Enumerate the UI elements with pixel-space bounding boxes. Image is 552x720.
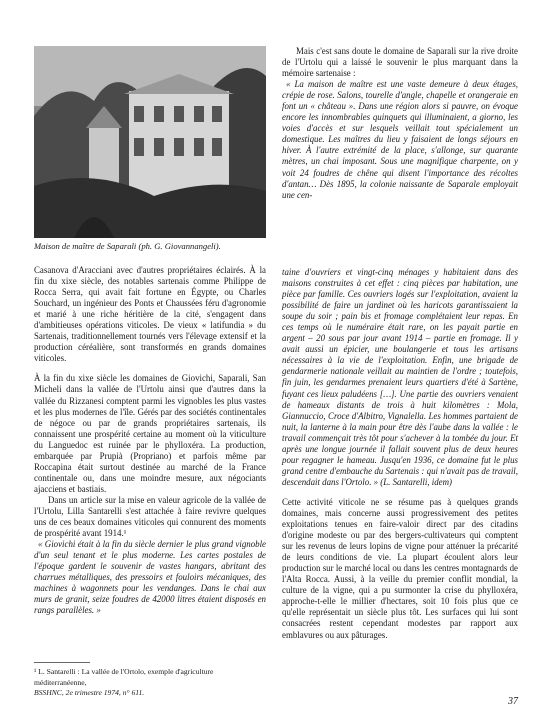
giovichi-quote: « Giovichi était à la fin du siècle dernier le plus grand vignoble d'un seul tenant et le plus moderne. Les cartes postales de l'époque gardent le souvenir de vastes hangars, abritant des charrues métalliques, des pressoirs et fouloirs mécaniques, des machines à wagonnets pour les vendanges. Dans le chai aux murs de granit, seize foudres de 42000 litres étaient disposés en rangs parallèles. » — [34, 539, 266, 616]
manor-photo-illustration — [34, 46, 266, 238]
saparali-intro: Mais c'est sans doute le domaine de Saparali sur la rive droite de l'Urtolu qui a laissé le souvenir le plus marquant dans la mémoire sartenaise : — [282, 46, 518, 79]
right-column-top — [282, 46, 518, 201]
left-column — [34, 265, 266, 616]
footnote-line-2: BSSHNC, 2e trimestre 1974, n° 611. — [34, 688, 145, 697]
manor-photo — [34, 46, 266, 238]
santarelli-paragraph: Dans un article sur la mise en valeur agricole de la vallée de l'Urtolu, Lilla Santarelli s'est attachée à faire revivre quelques uns de ces beaux domaines viticoles qui connurent des moments de prospérité avant 1914.¹ — [34, 494, 266, 539]
footnote-line-1: ¹ L. Santarelli : La vallée de l'Ortolo, exemple d'agriculture méditerranéenne, — [34, 667, 214, 687]
photo-caption: Maison de maître de Saparali (ph. G. Giovannangeli). — [34, 241, 221, 251]
domains-paragraph: À la fin du xixe siècle les domaines de Giovichi, Saparali, San Micheli dans la vallée de l'Urtolu ainsi que d'autres dans la vallée du Rizzanesi comptent parmi les vignobles les plus vastes et les plus modernes de l'île. Gérés par des sociétés continentales de négoce ou par de grands propriétaires sartenais, ils connaissent une prospérité certaine au moment où la viticulture du Languedoc est ruinée par le phylloxéra. La production, embarquée par Prupià (Propriano) et parfois même par Roccapina était surtout destinée au marché de la France continentale ou, dans une moindre mesure, aux négociants ajacciens et bastiais. — [34, 373, 266, 494]
page-number: 37 — [508, 696, 518, 707]
saparali-quote-continued: taine d'ouvriers et vingt-cinq ménages y habitaient dans des maisons construites à cet effet : cinq pièces par habitation, une pièce par famille. Ces ouvriers logés sur l'exploitation, avaient la possibilité de faire un jardinet où les haricots garantissaient la soupe du soir ; pain bis et fromage complétaient leur repas. En ces temps où le numéraire était rare, on les payait partie en argent – 20 sous par jour avant 1914 – partie en fromage. Il y avait aussi un épicier, une boulangerie et tous les artisans nécessaires à la vie de l'exploitation. Enfin, une brigade de gendarmerie nationale veillait au maintien de l'ordre ; toutefois, fin juin, les gendarmes prenaient leurs quartiers d'été à Sartène, fuyant ces lieux paludéens […]. Une partie des ouvriers venaient de hameaux distants de trois à huit kilomètres : Mola, Giannuccio, Croce d'Albitro, Vignalella. Les hommes partaient de nuit, la lanterne à la main pour être dès l'aube dans la vallée : le travail commençait très tôt pour s'achever à la tombée du jour. Et après une longue journée il fallait souvent plus de deux heures pour regagner le hameau. Jusqu'en 1936, ce domaine fut le plus grand centre d'embauche du Sartenais : qui n'avait pas de travail, descendait dans l'Ortolo. » (L. Santarelli, idem) — [282, 267, 518, 487]
viticulture-paragraph: Cette activité viticole ne se résume pas à quelques grands domaines, mais concerne aussi progressivement des petites exploitations tenues en faire-valoir direct par des citadins d'origine modeste ou par des bergers-cultivateurs qui comptent sur les revenus de leurs lopins de vigne pour atténuer la précarité de leurs conditions de vie. La plupart écoulent alors leur production sur le marché local ou dans les centres montagnards de l'Alta Rocca. Aussi, à la veille du premier conflit mondial, la culture de la vigne, qui a pu surmonter la crise du phylloxéra, approche-t-elle le millier d'hectares, soit 10 fois plus que ce qu'elle représentait un siècle plus tôt. Les surfaces qui lui sont consacrées restent cependant modestes par rapport aux emblavures ou aux pâturages. — [282, 496, 518, 640]
notables-paragraph: Casanova d'Aracciani avec d'autres propriétaires éclairés. À la fin du xixe siècle, des notables sartenais comme Philippe de Rocca Serra, qui avait fait fortune en Égypte, ou Charles Souchard, un ingénieur des Ponts et Chaussées féru d'agronomie et marié à une riche héritière de la cité, s'engagent dans d'ambitieuses opérations viticoles. De vieux « latifundia » du Sartenais, traditionnellement tournés vers l'élevage extensif et la production céréalière, sont transformés en grands domaines viticoles. — [34, 265, 266, 364]
footnote-rule — [34, 662, 90, 663]
footnote — [34, 662, 266, 699]
saparali-quote: « La maison de maître est une vaste demeure à deux étages, crépie de rose. Salons, tourelle d'angle, chapelle et orangeraie en font un « château ». Dans une région alors si pauvre, on évoque encore les innombrables quinquets qui illuminaient, a giorno, les voies d'accès et sur lesquels veillait tout spécialement un domestique. Les maîtres du lieu y faisaient de longs séjours en hiver. À l'autre extrémité de la place, s'allonge, sur quarante mètres, un chai imposant. Sous une magnifique charpente, on y voit 24 foudres de chêne qui disent l'importance des récoltes d'antan… Dès 1895, la colonie naissante de Saparale employait une cen- — [282, 79, 518, 200]
right-column-bottom — [282, 267, 518, 641]
